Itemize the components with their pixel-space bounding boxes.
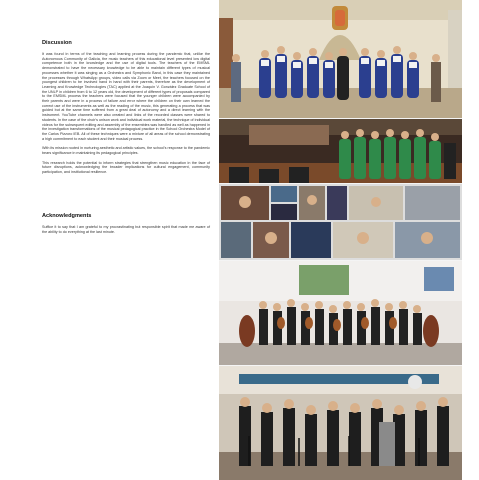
photo-choir-church <box>219 0 462 118</box>
photo-video-call-collage <box>219 184 462 260</box>
discussion-paragraph-2: With its mission rooted in nurturing aesthetic and artistic values, the school's response to the pandemic bears significance in maintaining its pedagogical principles. <box>42 146 210 156</box>
photo-string-orchestra-courtyard <box>219 261 462 365</box>
discussion-paragraph-3: This research holds the potential to inform strategies that strengthen music education in the face of future disruptions, acknowledging the broader implications for cultural engagement, community participation, and institutional resilience. <box>42 160 210 175</box>
photo-collage <box>219 0 462 480</box>
acknowledgments-text: Suffice it to say that I am grateful to my procrastinating but responsible spirit that made me aware of the ability to do everything at the last minute. <box>42 224 210 234</box>
acknowledgments-heading: Acknowledgments <box>42 212 92 219</box>
photo-orchestra-hall <box>219 366 462 480</box>
text-column <box>42 40 210 239</box>
photo-choir-green-robes <box>219 119 462 183</box>
discussion-heading: Discussion <box>42 40 72 46</box>
discussion-paragraph-1: It was found in terms of the teaching and learning process during the pandemic that, unlike the Autonomous Community of Galicia, the music teachers of this educational level presented low digital competence both in the knowledge and the use of digital tools. The teachers of the EMSML demonstrated to have the necessary knowledge to be able to maintain different types of musical processes whether it was singing as a Orchestra and Symphonic Band, in this case they maintained the processes through WhatsApp groups, video calls via Zoom or Meet, the teachers focused on the youngest children to be involved hand in hand with their parents, therefore as the development of Learning and Knowledge Technologies (TAC) applied at the Joaquín V. González Graduate School of the UNLP in children from 6 to 12 years old, the development of different types of proposals compared to the EMSML process the teachers were focused that the younger children were accompanied by their parents and were in a process of failure and error where the children on their own learned the correct use of the instruments as well as the reading of the music, this generating a process that was guided but at the same time suffered from a great deal of autonomy and a direct learning with the instrument. YouTube channels were also created and links of the recorded classes were shared to students. In the case of the choir's unison work and individual work material, the technique of individual videos for the subsequent editing and assembly of the ensembles was handled as well as happened in the investigation transformations of the musical pedagogical practice in the School Orchestra Model of the Carlos Pizzoro IEB. All of these techniques were a mixture of all areas of the school demonstrating a high commitment to each student and their musical process. <box>42 52 210 141</box>
